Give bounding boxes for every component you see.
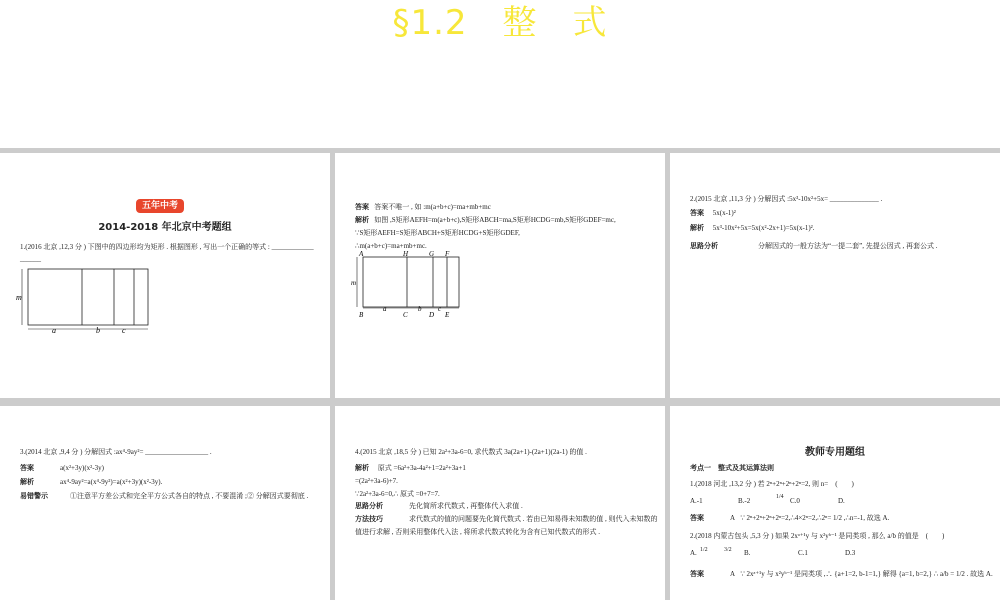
slide-3[interactable] [670,153,1000,398]
approach-label: 思路分析 [690,242,718,250]
common-error-label: 易错警示 [20,492,48,500]
analysis-line-2: =(2a²+3a-6)+7. [355,477,398,485]
teacher-question-2: 2.(2018 内蒙古包头 ,5,3 分 ) 如果 2xᵃ⁺¹y 与 x²yᵇ⁻¹ 是同类项 , 那么 a/b 的值是 ( ) [690,532,945,540]
slide-2[interactable] [335,153,665,398]
page-title: §1.2 整 式 [392,3,608,43]
q2-option-b-fraction: 3/2 [724,547,732,553]
slide-4[interactable] [0,406,330,600]
answer-text: 5x(x-1)² [712,209,736,217]
rectangle-figure-2 [349,249,469,321]
approach-label: 思路分析 [355,502,383,510]
fig2-point-H: H [403,250,409,258]
fig2-point-B: B [359,311,364,319]
approach-text: 分解因式的一般方法为“一提二套”, 先提公因式 , 再套公式 . [758,242,938,250]
answer-label: 答案 [690,514,704,522]
method-tips-text-2: 值进行求解 , 否则采用整体代入法 , 将所求代数式转化为含有已知代数式的形式 . [355,528,600,536]
question-1-blank: ______ [20,255,41,263]
analysis-line-4: ∴m(a+b+c)=ma+mb+mc. [355,242,427,250]
slide-5[interactable] [335,406,665,600]
slide-6[interactable] [670,406,1000,600]
five-year-exam-tag: 五年中考 [136,199,184,213]
q2-option-c: C.1 [798,549,808,557]
question-4-text: 4.(2015 北京 ,18,5 分 ) 已知 2a²+3a-6=0, 求代数式 3a(2a+1)-(2a+1)(2a-1) 的值 . [355,448,587,456]
fig2-point-A: A [359,250,364,258]
fig2-point-D: D [429,311,435,319]
question-1-text: 1.(2016 北京 ,12,3 分 ) 下图中的四边形均为矩形 . 根据图形 , 写出一个正确的等式 : ____________ [20,243,314,251]
fig1-label-c: c [122,326,126,335]
q1-option-d: D. [838,497,845,505]
topic-1-heading: 考点一 整式及其运算法则 [690,464,774,472]
answer-label: 答案 [690,209,704,217]
answer-label-2: 答案 [690,570,704,578]
answer-text: 答案不唯一 , 如 :m(a+b+c)=ma+mb+mc [374,203,491,211]
analysis-text: 5x³-10x²+5x=5x(x²-2x+1)=5x(x-1)². [712,224,815,232]
answer-label: 答案 [20,464,34,472]
rectangle-figure-1 [14,263,164,335]
q1-answer-letter: A [730,514,736,522]
q2-option-a: A. [690,549,697,557]
slide-1-heading: 2014-2018 年北京中考题组 [98,222,232,233]
q2-answer-text: ∵ 2xᵃ⁺¹y 与 x²yᵇ⁻¹ 是同类项 ,∴ {a+1=2, b-1=1,} 解得 {a=1, b=2,} ∴ a/b = 1/2 . 故选 A. [740,570,993,578]
fig2-label-a: a [383,305,387,313]
q2-option-d: D.3 [845,549,856,557]
approach-text: 先化简所求代数式 , 再整体代入求值 . [409,502,523,510]
analysis-text: 原式 =6a²+3a-4a²+1=2a²+3a+1 [377,464,466,472]
question-2-text: 2.(2015 北京 ,11,3 分 ) 分解因式 :5x³-10x²+5x= ______________ . [690,195,883,203]
fig1-label-b: b [96,326,100,335]
common-error-text: ①注意平方差公式和完全平方公式各自的特点 , 不要混淆 ;② 分解因式要彻底 . [70,492,309,500]
fig1-label-a: a [52,326,56,335]
analysis-text: ax⁴-9ay²=a(x⁴-9y²)=a(x²+3y)(x²-3y). [60,478,163,486]
fig2-point-F: F [445,250,450,258]
fig2-point-G: G [429,250,435,258]
analysis-text: 如图 ,S矩形AEFH=m(a+b+c),S矩形ABCH=ma,S矩形HCDG=mb,S矩形GDEF=mc, [374,216,616,224]
q1-option-c: C.0 [790,497,800,505]
question-3-text: 3.(2014 北京 ,9,4 分 ) 分解因式 :ax⁴-9ay²= __________________ . [20,448,212,456]
fig2-point-E: E [445,311,450,319]
fig2-label-c: c [438,305,442,313]
analysis-line-3: ∵2a²+3a-6=0,∴ 原式 =0+7=7. [355,490,440,498]
q1-answer-text: ∵ 2ⁿ+2ⁿ+2ⁿ+2ⁿ=2,∴4×2ⁿ=2,∴2ⁿ= 1/2 ,∴n=-1, 故选 A. [740,514,890,522]
analysis-line-3: ∵S矩形AEFH=S矩形ABCH+S矩形HCDG+S矩形GDEF, [355,229,520,237]
q2-answer-letter: A [730,570,736,578]
slide-1[interactable] [0,153,330,398]
method-tips-text: 求代数式的值的问题要先化简代数式 . 若由已知易得未知数的值 , 则代入未知数的 [409,515,658,523]
analysis-label: 解析 [355,216,369,224]
analysis-label: 解析 [20,478,34,486]
q2-option-b: B. [744,549,751,557]
teacher-section-heading: 教师专用题组 [805,447,865,458]
teacher-question-1: 1.(2018 河北 ,13,2 分 ) 若 2ⁿ+2ⁿ+2ⁿ+2ⁿ=2, 则 n= ( ) [690,480,854,488]
q1-option-b-fraction: 1/4 [776,494,784,500]
q2-option-a-fraction: 1/2 [700,547,708,553]
answer-text: a(x²+3y)(x²-3y) [60,464,104,472]
fig2-label-b: b [418,305,422,313]
answer-label: 答案 [355,203,369,211]
fig2-point-C: C [403,311,408,319]
method-tips-label: 方法技巧 [355,515,383,523]
analysis-label: 解析 [355,464,369,472]
q1-option-b: B.-2 [738,497,751,505]
fig1-label-m: m [16,293,22,302]
fig2-label-m: m [351,279,357,287]
analysis-label: 解析 [690,224,704,232]
q1-option-a: A.-1 [690,497,703,505]
